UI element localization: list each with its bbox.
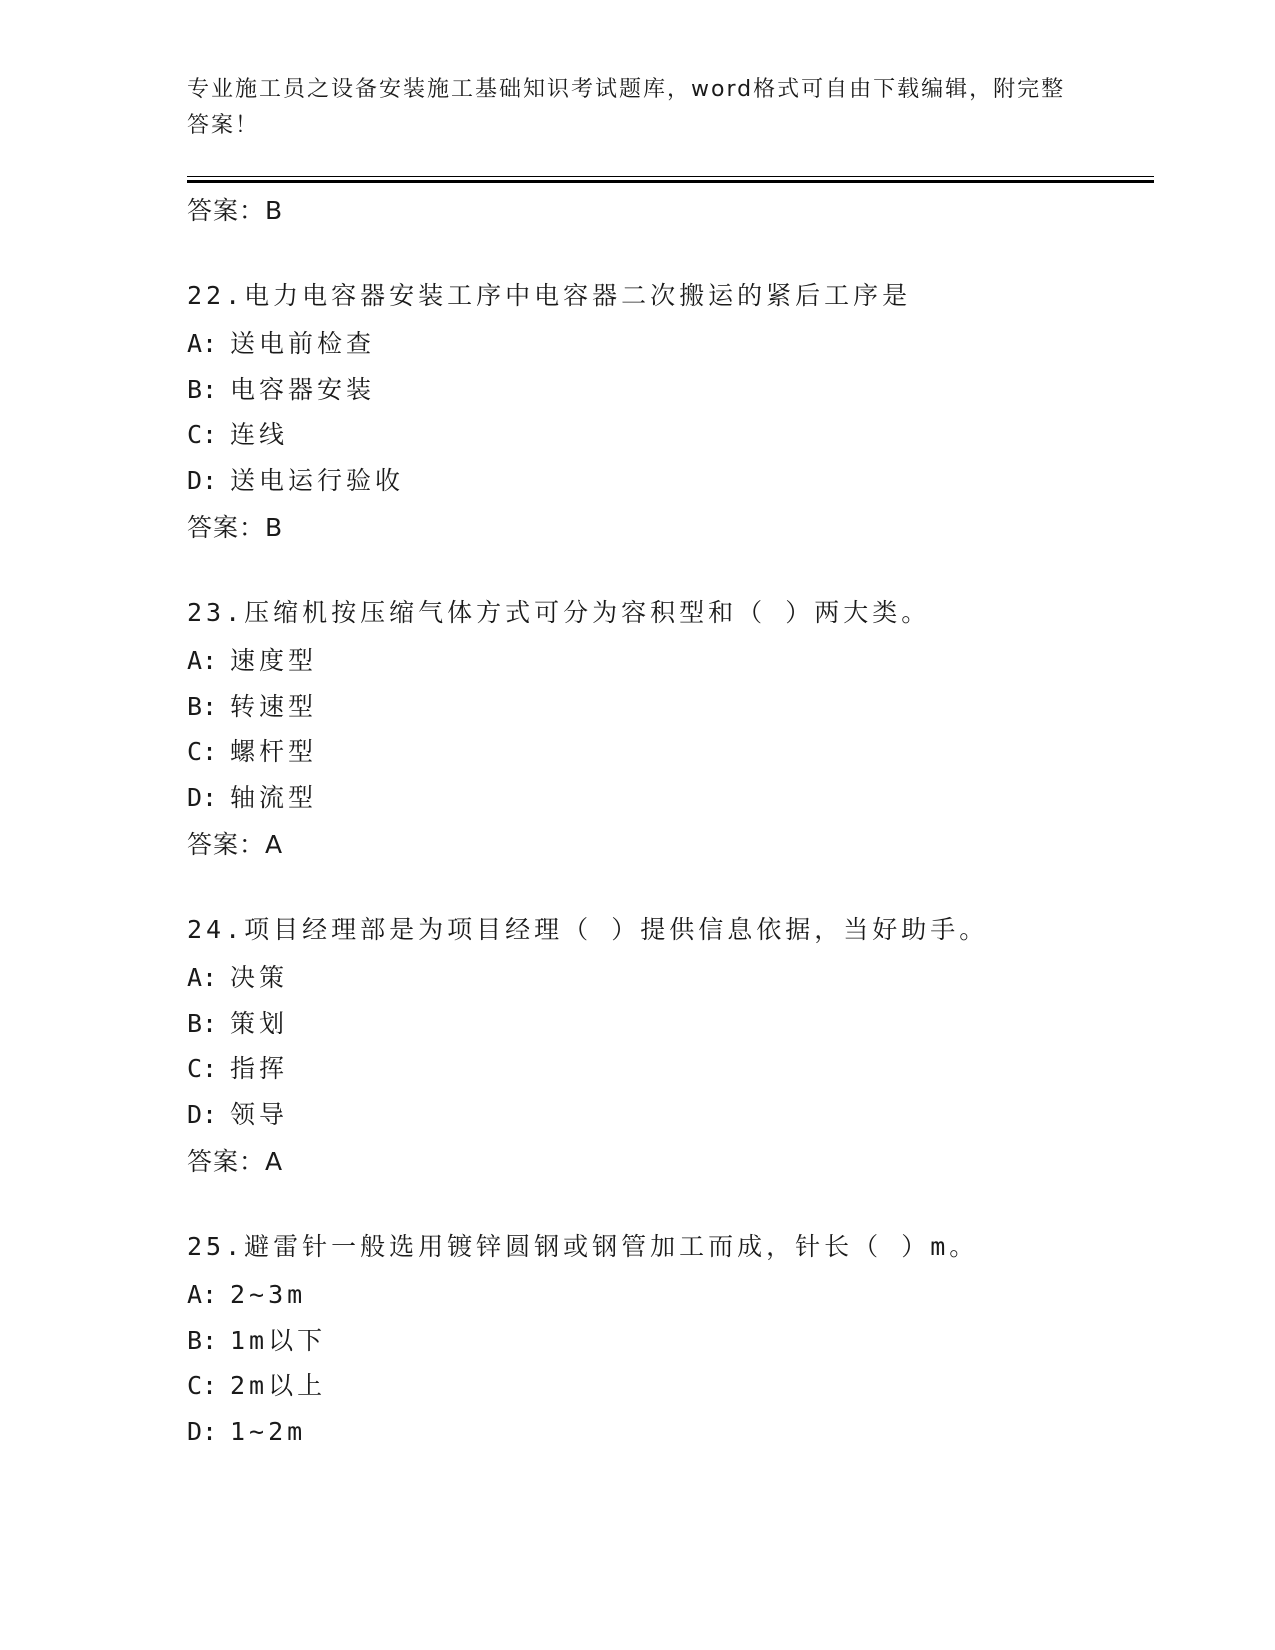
option-b [187, 1318, 1154, 1364]
option-key: A: [187, 646, 218, 675]
question-text: 22.电力电容器安装工序中电容器二次搬运的紧后工序是 [187, 281, 912, 310]
option-key: D: [187, 1416, 218, 1446]
option-key: D: [187, 465, 218, 495]
answer-line: 答案：B [187, 196, 284, 225]
option-text: 指挥 [230, 1054, 289, 1083]
option-text: 送电前检查 [230, 329, 376, 358]
option-text: 连线 [230, 420, 289, 449]
question-text: 23.压缩机按压缩气体方式可分为容积型和（ ）两大类。 [187, 598, 931, 627]
option-text: 电容器安装 [230, 374, 376, 404]
option-b [187, 684, 1154, 730]
option-text: 1m以下 [230, 1325, 327, 1355]
header-rule-thick [187, 180, 1154, 183]
option-key: B: [187, 1325, 218, 1355]
option-key: B: [187, 374, 218, 404]
question-block [187, 905, 1154, 1187]
option-text: 2~3m [230, 1280, 307, 1309]
option-key: C: [187, 1371, 218, 1400]
option-b [187, 1001, 1154, 1047]
option-key: C: [187, 737, 218, 766]
option-key: D: [187, 1099, 218, 1129]
option-key: C: [187, 1054, 218, 1083]
option-b [187, 367, 1154, 413]
answer-line: 答案：B [187, 513, 284, 542]
option-key: A: [187, 1280, 218, 1309]
question-text: 25.避雷针一般选用镀锌圆钢或钢管加工而成，针长（ ）m。 [187, 1232, 979, 1261]
option-d [187, 775, 1154, 821]
option-text: 领导 [230, 1099, 289, 1129]
option-d [187, 1092, 1154, 1138]
option-text: 2m以上 [230, 1371, 327, 1400]
question-block [187, 271, 1154, 553]
option-c [187, 412, 1154, 458]
question-block [187, 588, 1154, 870]
option-text: 轴流型 [230, 782, 318, 812]
option-d [187, 1409, 1154, 1455]
option-c [187, 1046, 1154, 1092]
option-d [187, 458, 1154, 504]
option-text: 送电运行验收 [230, 465, 405, 495]
question-text: 24.项目经理部是为项目经理（ ）提供信息依据，当好助手。 [187, 915, 989, 944]
option-text: 转速型 [230, 691, 318, 721]
option-text: 策划 [230, 1008, 289, 1038]
option-a [187, 955, 1154, 1001]
option-a [187, 638, 1154, 684]
option-key: B: [187, 691, 218, 721]
option-key: A: [187, 963, 218, 992]
option-key: A: [187, 329, 218, 358]
option-c [187, 729, 1154, 775]
option-c [187, 1363, 1154, 1409]
question-list [187, 186, 1154, 1454]
option-text: 1~2m [230, 1416, 307, 1446]
answer-line: 答案：A [187, 1147, 284, 1176]
page-header: 专业施工员之设备安装施工基础知识考试题库，word格式可自由下载编辑，附完整答案！ [187, 77, 1066, 138]
answer-line: 答案：A [187, 830, 284, 859]
option-a [187, 1272, 1154, 1318]
option-text: 螺杆型 [230, 737, 318, 766]
option-text: 决策 [230, 963, 289, 992]
question-block [187, 1222, 1154, 1454]
option-text: 速度型 [230, 646, 318, 675]
option-key: B: [187, 1008, 218, 1038]
option-a [187, 321, 1154, 367]
option-key: C: [187, 420, 218, 449]
option-key: D: [187, 782, 218, 812]
header-rule-thin [187, 176, 1154, 177]
